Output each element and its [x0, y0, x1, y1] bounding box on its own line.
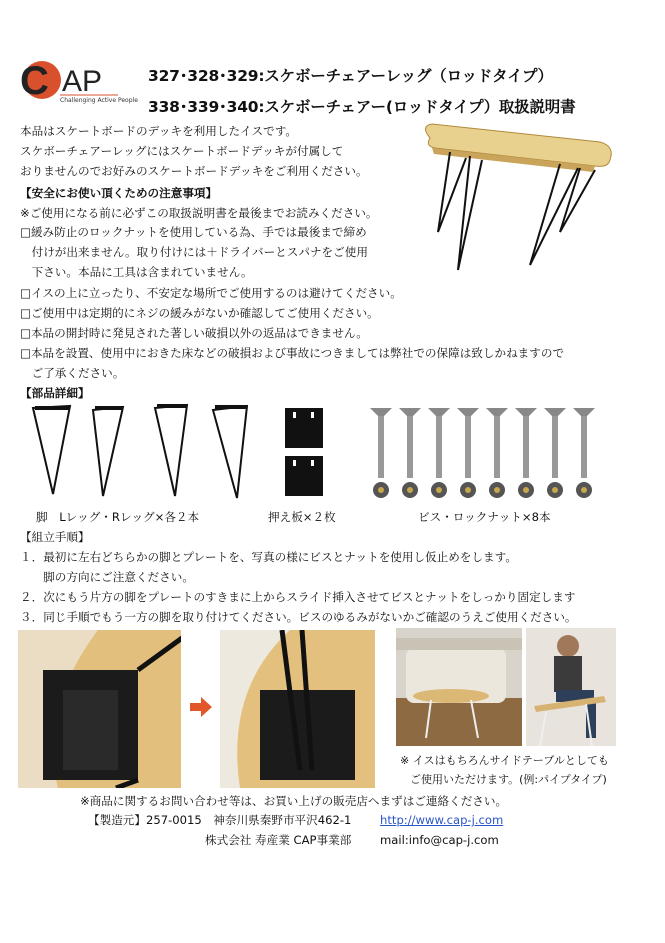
assembly-photo-2: [220, 630, 375, 788]
assembly-heading: 【組立手順】: [20, 530, 90, 544]
plates-caption: 押え板×２枚: [268, 510, 336, 524]
intro-line-3: おりませんのでお好みのスケートボードデッキをご利用ください。: [20, 164, 368, 178]
logo-tagline: Challenging Active People: [60, 97, 138, 104]
assembly-photo-1: [18, 630, 181, 788]
safety-line: 下さい。本品に工具は含まれていません。: [20, 265, 253, 279]
safety-line: □本品の開封時に発見された著しい破損以外の返品はできません。: [20, 326, 368, 340]
title-line-1: 327･328･329:スケボーチェアーレッグ（ロッドタイプ）: [148, 67, 553, 85]
contact-note: ※商品に関するお問い合わせ等は、お買い上げの販売店へまずはご連絡ください。: [80, 794, 508, 808]
side-note-line-1: ※ イスはもちろんサイドテーブルとしても: [400, 754, 609, 767]
parts-heading: 【部品詳細】: [20, 386, 90, 400]
plates-photo: [283, 406, 325, 498]
contact-email: mail:info@cap-j.com: [380, 833, 499, 847]
company-name: 株式会社 寿産業 CAP事業部: [205, 833, 352, 847]
safety-line: ご了承ください。: [20, 366, 125, 380]
chair-photo: [410, 120, 625, 280]
screws-caption: ビス・ロックナット×8本: [418, 510, 551, 524]
person-sitting-photo: [526, 628, 616, 746]
title-line-2: 338･339･340:スケボーチェアー(ロッドタイプ）取扱説明書: [148, 98, 576, 116]
legs-photo: [25, 402, 265, 502]
legs-caption: 脚 Lレッグ・Rレッグ×各２本: [36, 510, 200, 524]
side-note-line-2: ご使用いただけます。(例:パイプタイプ): [410, 773, 607, 786]
intro-line-1: 本品はスケートボードのデッキを利用したイスです。: [20, 124, 297, 138]
assembly-step: ３．同じ手順でもう一方の脚を取り付けてください。ビスのゆるみがないかご確認のうえご使用ください。: [20, 610, 577, 624]
safety-heading: 【安全にお使い頂くための注意事項】: [20, 186, 218, 200]
safety-line: □イスの上に立ったり、不安定な場所でご使用するのは避けてください。: [20, 286, 402, 300]
safety-line: 付けが出来ません。取り付けには＋ドライバーとスパナをご使用: [20, 245, 368, 259]
safety-line: □ご使用中は定期的にネジの緩みがないか確認してご使用ください。: [20, 306, 379, 320]
assembly-step: １．最初に左右どちらかの脚とプレートを、写真の様にビスとナットを使用し仮止めをします。: [20, 550, 517, 564]
safety-line: □本品を設置、使用中におきた床などの破損および事故につきましては弊社での保障は致しかねますので: [20, 346, 565, 360]
assembly-step: 脚の方向にご注意ください。: [20, 570, 194, 584]
screws-photo: [368, 406, 600, 502]
svg-text:C: C: [20, 59, 49, 103]
safety-line: ※ご使用になる前に必ずこの取扱説明書を最後までお読みください。: [20, 206, 378, 220]
intro-line-2: スケボーチェアーレッグにはスケートボードデッキが付属して: [20, 144, 344, 158]
safety-line: □緩み防止のロックナットを使用している為、手では最後まで締め: [20, 225, 367, 239]
arrow-right-icon: [190, 696, 212, 718]
maker-address: 【製造元】257-0015 神奈川県秦野市平沢462-1: [88, 813, 352, 827]
website-link[interactable]: http://www.cap-j.com: [380, 813, 504, 827]
assembly-step: ２．次にもう片方の脚をプレートのすきまに上からスライド挿入させてビスとナットをしっかり固定します: [20, 590, 576, 604]
svg-text:AP: AP: [62, 65, 103, 98]
cap-logo: [20, 58, 138, 108]
side-table-photo: [396, 628, 522, 746]
